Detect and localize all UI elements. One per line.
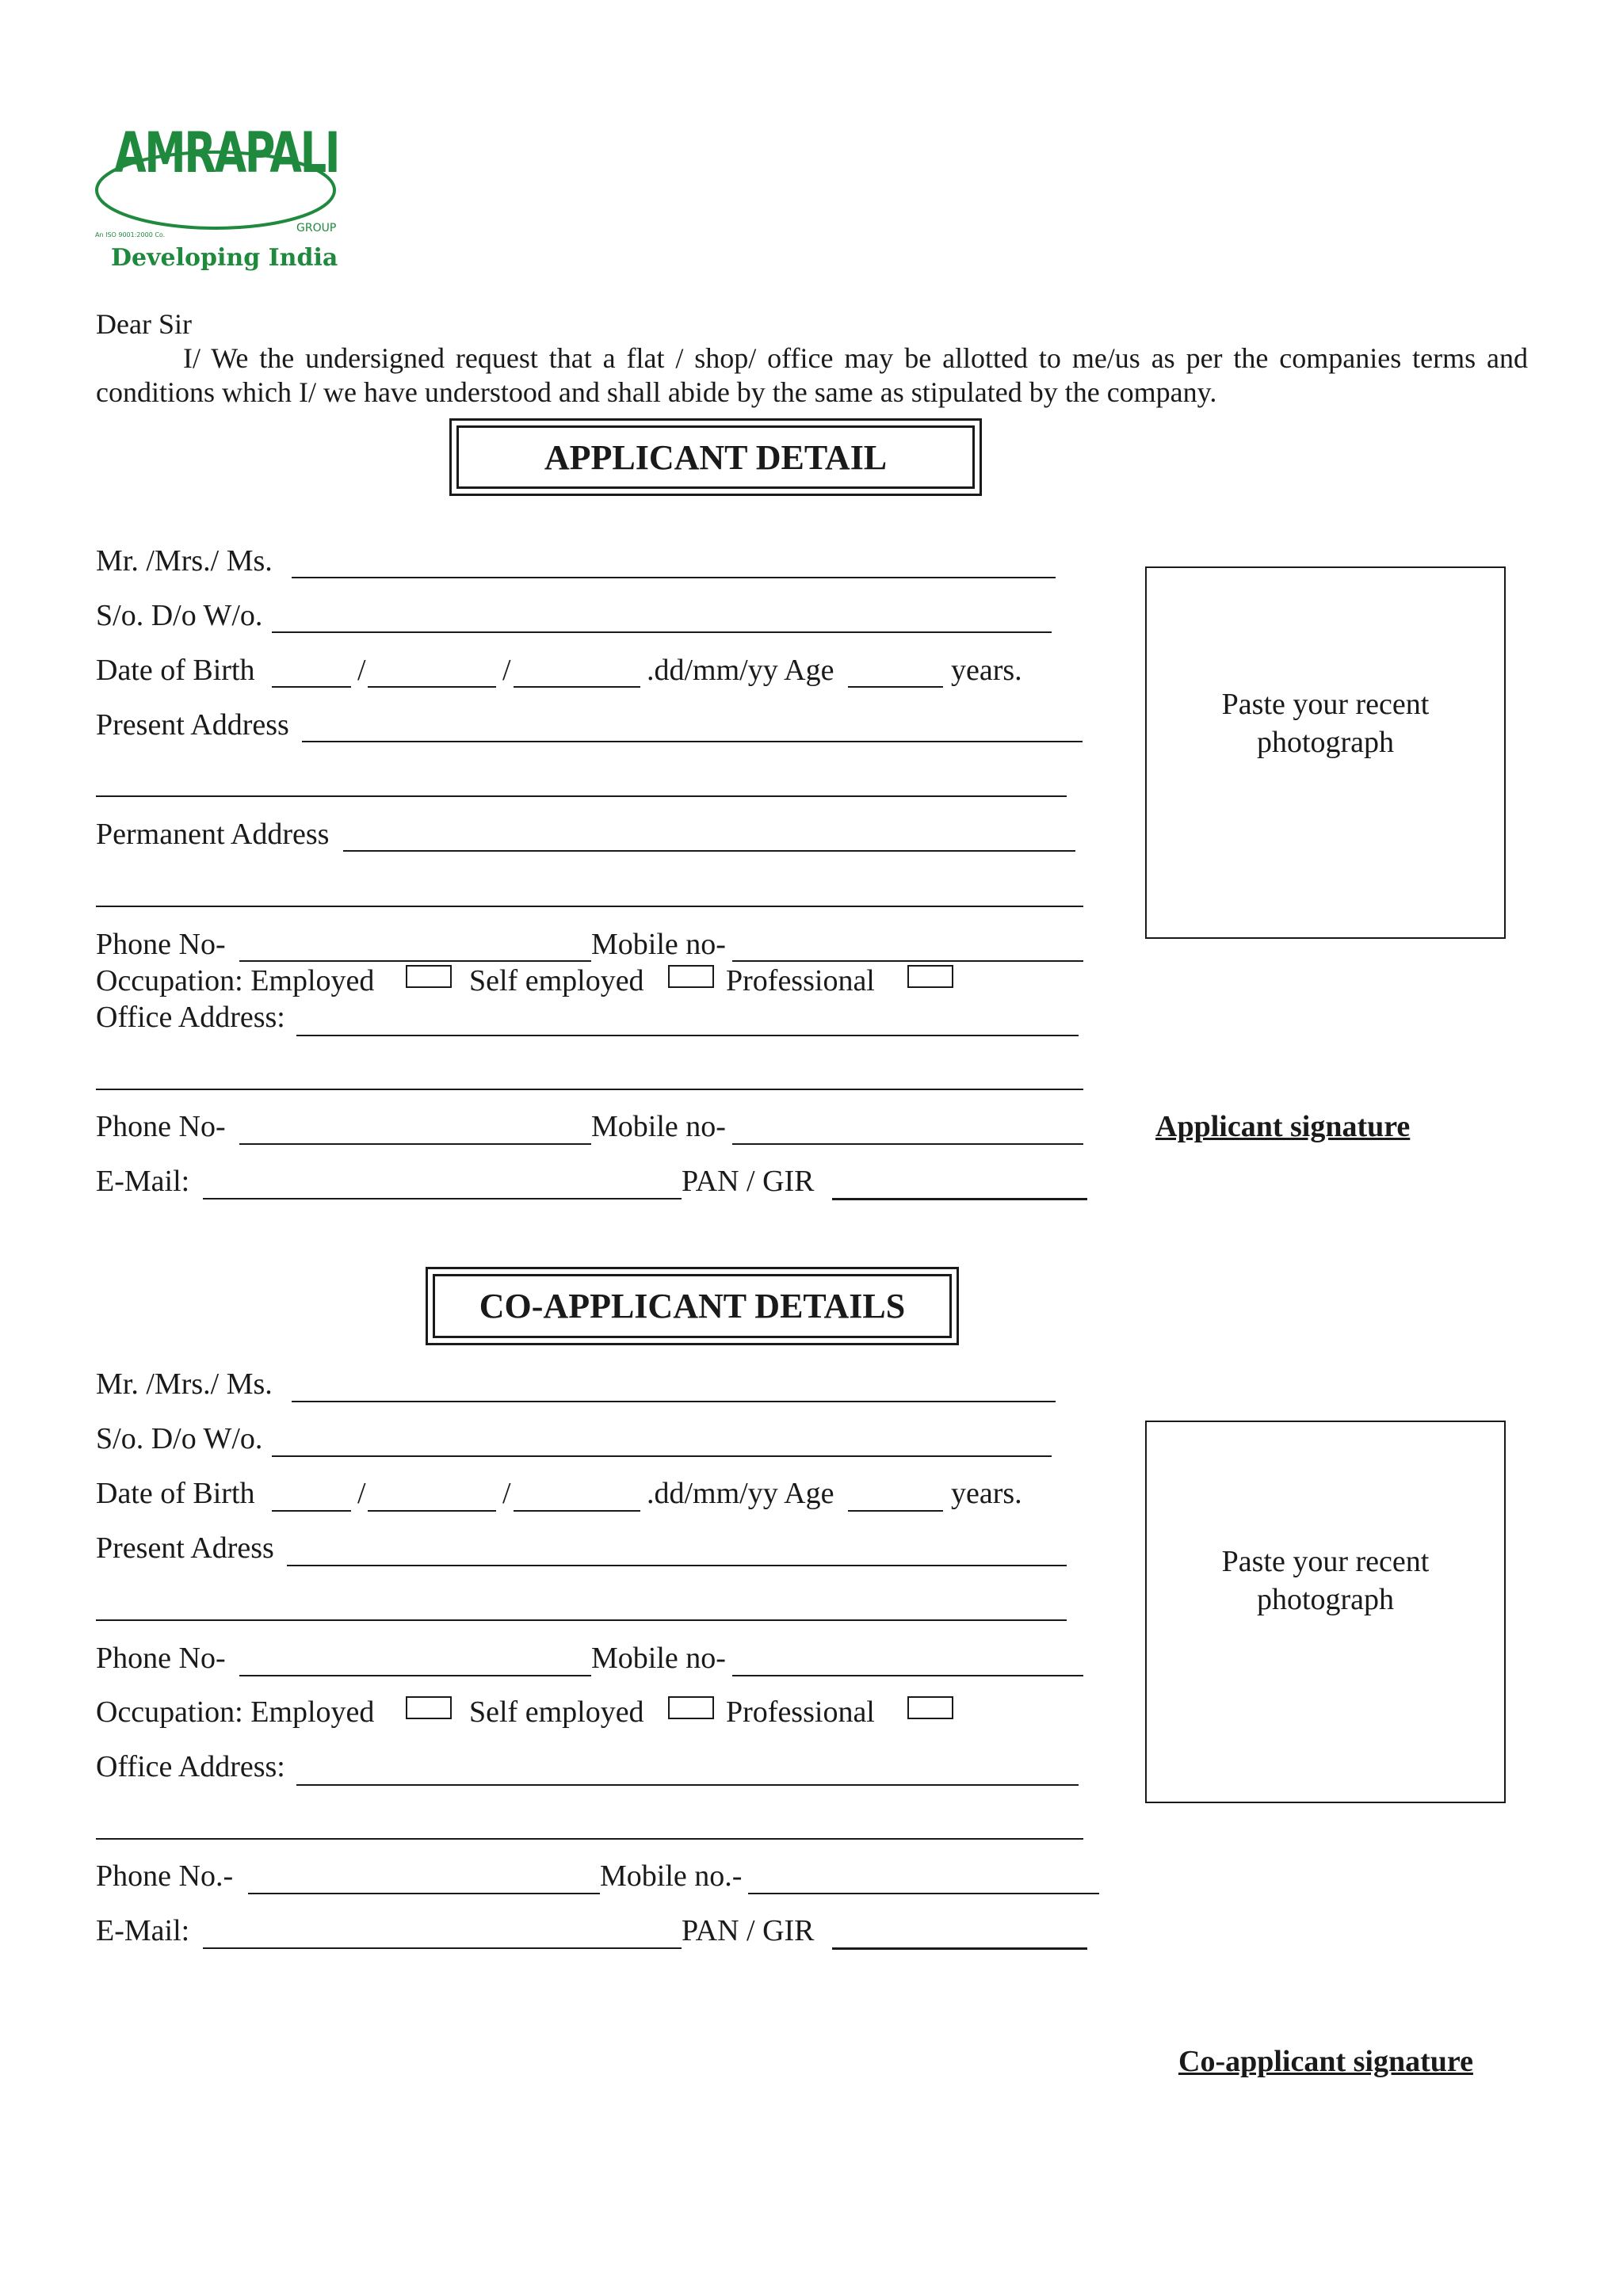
co-applicant-phone2-label: Phone No.- [96,1859,234,1893]
co-applicant-mobile2-label: Mobile no.- [600,1859,743,1893]
applicant-relation-label: S/o. D/o W/o. [96,599,263,632]
co-applicant-dob-format: .dd/mm/yy Age [647,1477,834,1510]
applicant-relation-input[interactable] [272,631,1052,633]
applicant-name-input[interactable] [292,577,1056,578]
applicant-photo-text-1: Paste your recent [1221,688,1430,721]
applicant-name-label: Mr. /Mrs./ Ms. [96,544,273,578]
co-applicant-name-label: Mr. /Mrs./ Ms. [96,1367,273,1401]
co-applicant-dob-month-input[interactable] [368,1510,496,1512]
co-applicant-occupation-label: Occupation: Employed [96,1695,375,1729]
applicant-email-label: E-Mail: [96,1165,190,1198]
applicant-professional-label: Professional [726,964,875,997]
co-applicant-professional-checkbox[interactable] [907,1696,953,1719]
applicant-present-address-input-1[interactable] [302,741,1083,742]
applicant-photo-box[interactable] [1145,566,1506,939]
co-applicant-office-address-input-2[interactable] [96,1838,1083,1840]
co-applicant-mobile2-input[interactable] [748,1893,1099,1894]
co-applicant-age-input[interactable] [848,1510,943,1512]
applicant-signature: Applicant signature [1155,1110,1411,1143]
logo-group: GROUP [296,222,337,235]
co-applicant-pan-label: PAN / GIR [682,1914,815,1947]
co-applicant-self-employed-label: Self employed [469,1695,644,1729]
co-applicant-dob-slash-2: / [502,1477,511,1510]
applicant-dob-day-input[interactable] [272,686,351,688]
applicant-phone2-label: Phone No- [96,1110,226,1143]
co-applicant-employed-checkbox[interactable] [406,1696,452,1719]
co-applicant-years-label: years. [951,1477,1022,1510]
applicant-dob-year-input[interactable] [514,686,640,688]
applicant-pan-label: PAN / GIR [682,1165,815,1198]
applicant-dob-label: Date of Birth [96,654,255,687]
applicant-mobile-label: Mobile no- [591,928,726,961]
applicant-email-input[interactable] [203,1198,682,1199]
co-applicant-self-employed-checkbox[interactable] [668,1696,714,1719]
letter-line-1: I/ We the undersigned request that a flat / shop/ office may be allotted to me/us as per the companies terms and [183,342,1528,374]
applicant-phone2-input[interactable] [239,1143,591,1145]
co-applicant-photo-box[interactable] [1145,1421,1506,1803]
applicant-pan-input[interactable] [832,1198,1087,1200]
co-applicant-signature: Co-applicant signature [1178,2045,1473,2078]
applicant-dob-month-input[interactable] [368,686,496,688]
co-applicant-heading-box [426,1267,959,1345]
co-applicant-email-input[interactable] [203,1947,682,1949]
co-applicant-mobile-input[interactable] [732,1675,1083,1676]
applicant-office-address-input-2[interactable] [96,1089,1083,1090]
applicant-permanent-address-label: Permanent Address [96,818,330,851]
co-applicant-relation-input[interactable] [272,1455,1052,1457]
applicant-permanent-address-input-1[interactable] [343,850,1075,852]
applicant-phone-label: Phone No- [96,928,226,961]
co-applicant-phone2-input[interactable] [248,1893,600,1894]
applicant-mobile2-label: Mobile no- [591,1110,726,1143]
co-applicant-name-input[interactable] [292,1401,1056,1402]
applicant-present-address-label: Present Address [96,708,289,742]
applicant-self-employed-checkbox[interactable] [668,965,714,988]
co-applicant-office-address-input-1[interactable] [296,1784,1079,1786]
applicant-permanent-address-input-2[interactable] [96,906,1083,907]
applicant-mobile-input[interactable] [732,960,1083,962]
company-logo [89,119,342,277]
co-applicant-heading: CO-APPLICANT DETAILS [433,1274,952,1338]
salutation: Dear Sir [96,308,192,340]
applicant-present-address-input-2[interactable] [96,795,1067,797]
co-applicant-dob-slash-1: / [357,1477,366,1510]
applicant-mobile2-input[interactable] [732,1143,1083,1145]
applicant-heading-box [449,418,982,496]
applicant-dob-slash-2: / [502,654,511,687]
co-applicant-dob-label: Date of Birth [96,1477,255,1510]
co-applicant-present-address-input-2[interactable] [96,1619,1067,1621]
applicant-occupation-label: Occupation: Employed [96,964,375,997]
logo-brand: AMRAPALI [114,120,339,185]
co-applicant-dob-day-input[interactable] [272,1510,351,1512]
co-applicant-photo-text-2: photograph [1256,1583,1395,1616]
applicant-dob-slash-1: / [357,654,366,687]
co-applicant-pan-input[interactable] [832,1947,1087,1950]
co-applicant-photo-text-1: Paste your recent [1221,1545,1430,1578]
applicant-professional-checkbox[interactable] [907,965,953,988]
co-applicant-professional-label: Professional [726,1695,875,1729]
co-applicant-relation-label: S/o. D/o W/o. [96,1422,263,1455]
co-applicant-dob-year-input[interactable] [514,1510,640,1512]
applicant-photo-text-2: photograph [1256,726,1395,759]
logo-tagline: Developing India [111,244,338,272]
co-applicant-phone-label: Phone No- [96,1642,226,1675]
applicant-heading: APPLICANT DETAIL [456,425,975,489]
co-applicant-email-label: E-Mail: [96,1914,190,1947]
co-applicant-phone-input[interactable] [239,1675,591,1676]
applicant-employed-checkbox[interactable] [406,965,452,988]
co-applicant-office-address-label: Office Address: [96,1750,285,1783]
co-applicant-mobile-label: Mobile no- [591,1642,726,1675]
applicant-office-address-label: Office Address: [96,1001,285,1034]
applicant-phone-input[interactable] [239,960,591,962]
applicant-years-label: years. [951,654,1022,687]
applicant-dob-format: .dd/mm/yy Age [647,654,834,687]
letter-line-2: conditions which I/ we have understood and shall abide by the same as stipulated by the company. [96,376,1217,408]
co-applicant-present-address-label: Present Adress [96,1531,274,1565]
logo-iso: An ISO 9001:2000 Co. [95,231,166,238]
co-applicant-present-address-input-1[interactable] [287,1565,1067,1566]
applicant-office-address-input-1[interactable] [296,1035,1079,1036]
applicant-age-input[interactable] [848,686,943,688]
applicant-self-employed-label: Self employed [469,964,644,997]
